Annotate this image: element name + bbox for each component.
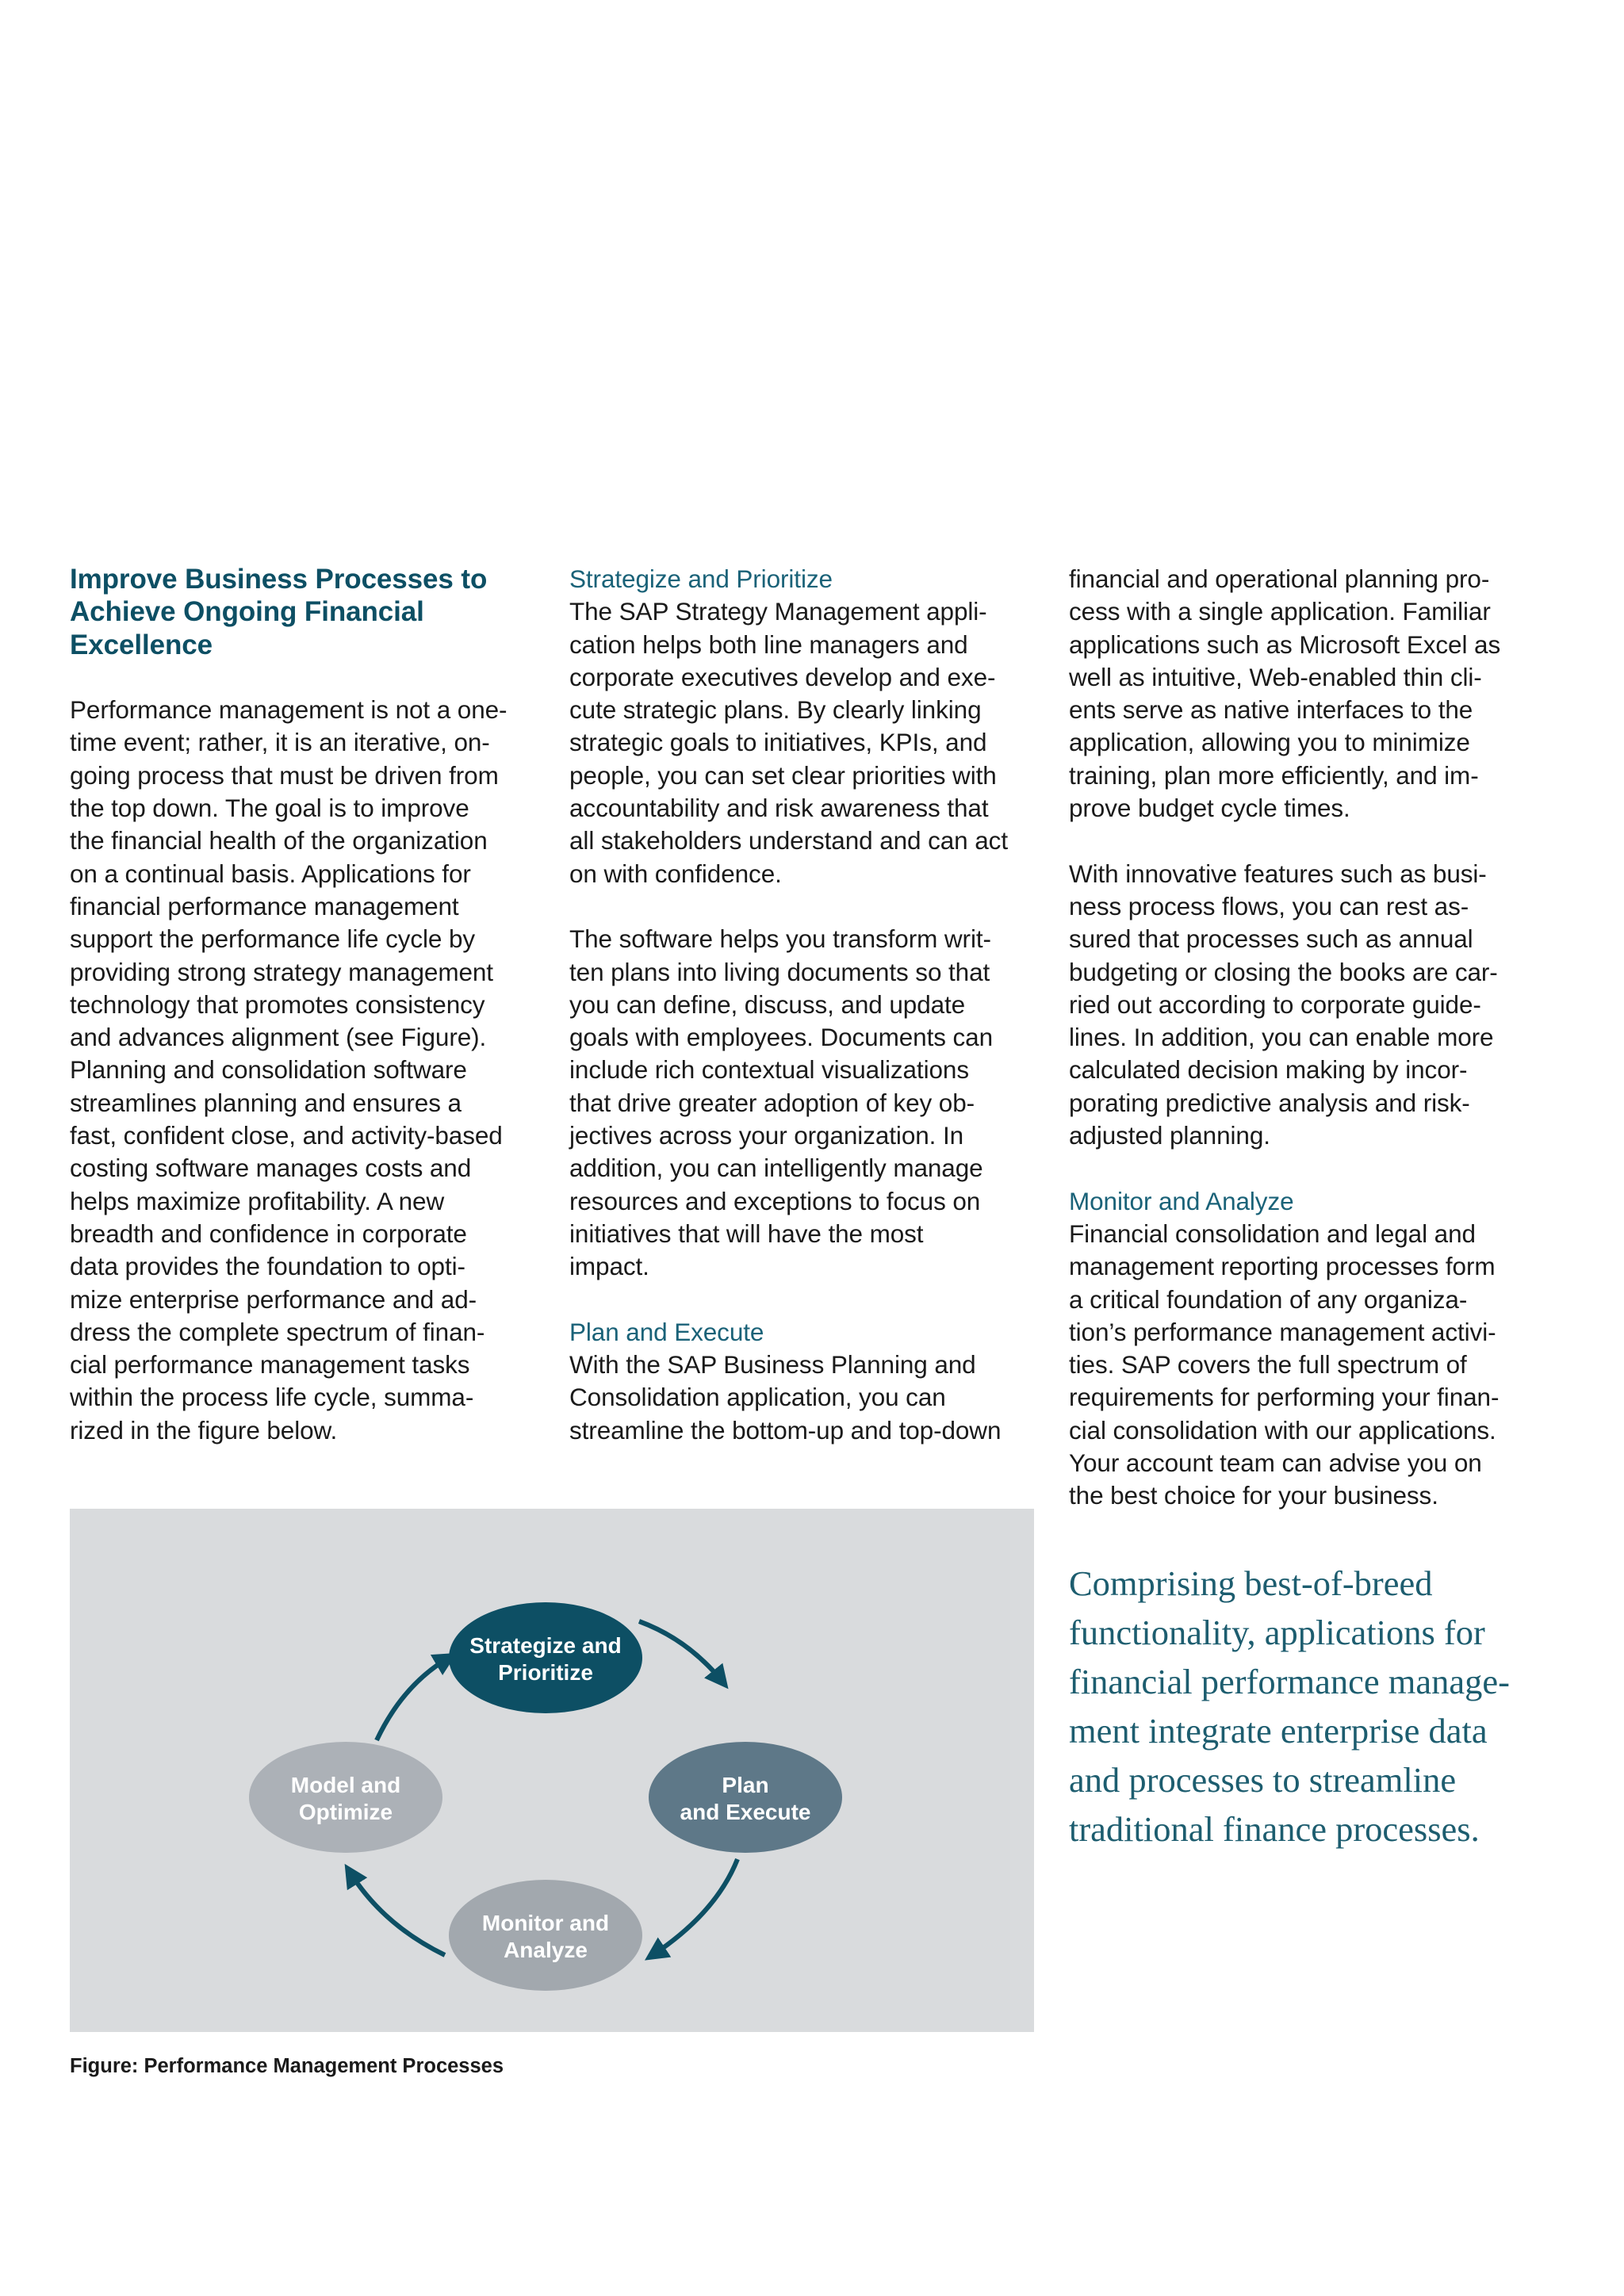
text-line: streamline the bottom-up and top-down (569, 1415, 1002, 1445)
text-line: application, allowing you to minimize (1069, 728, 1470, 757)
section-heading (70, 563, 546, 661)
cycle-node-ellipse (449, 1602, 642, 1713)
cycle-node (649, 1742, 842, 1853)
text-line: cess with a single application. Familiar (1069, 597, 1491, 626)
text-line: ties. SAP covers the full spectrum of (1069, 1350, 1467, 1380)
text-line: on a continual basis. Applications for (70, 859, 471, 888)
paragraph (1069, 563, 1545, 825)
text-line: Performance management is not a one- (70, 695, 508, 725)
text-line: and advances alignment (see Figure). (70, 1023, 487, 1052)
paragraph (1069, 1218, 1545, 1513)
heading-line: Improve Business Processes to (70, 564, 488, 595)
text-line: lines. In addition, you can enable more (1069, 1023, 1494, 1052)
text-line: cial consolidation with our applications. (1069, 1415, 1496, 1445)
text-line: training, plan more efficiently, and im- (1069, 760, 1479, 790)
text-line: on with confidence. (569, 859, 782, 888)
text-line: financial performance manage- (1069, 1662, 1510, 1701)
cycle-node-ellipse (449, 1880, 642, 1991)
text-line: traditional finance processes. (1069, 1809, 1480, 1849)
text-line: dress the complete spectrum of finan- (70, 1317, 485, 1346)
text-line: financial performance management (70, 891, 459, 920)
cycle-node-label: Optimize (298, 1800, 393, 1824)
text-line: sured that processes such as annual (1069, 924, 1473, 954)
paragraph (569, 923, 1045, 1283)
cycle-arrow (639, 1621, 722, 1682)
cycle-node-label: Plan (722, 1773, 769, 1797)
text-line: ment integrate enterprise data (1069, 1711, 1488, 1751)
text-line: people, you can set clear priorities with (569, 760, 997, 790)
text-line: the top down. The goal is to improve (70, 794, 469, 823)
text-line: Comprising best-of-breed (1069, 1563, 1433, 1603)
text-line: and processes to streamline (1069, 1760, 1457, 1800)
column-3 (1069, 563, 1545, 1513)
text-line: impact. (569, 1252, 649, 1281)
text-line: With innovative features such as busi- (1069, 859, 1487, 888)
text-line: cial performance management tasks (70, 1350, 470, 1380)
cycle-node (449, 1602, 642, 1713)
text-line: cute strategic plans. By clearly linking (569, 695, 982, 725)
subhead-plan: Plan and Execute (569, 1317, 764, 1346)
pull-quote (1069, 1559, 1576, 1854)
text-line: Financial consolidation and legal and (1069, 1219, 1476, 1248)
process-cycle-figure (70, 1509, 1034, 2032)
text-line: porating predictive analysis and risk- (1069, 1088, 1470, 1117)
text-line: goals with employees. Documents can (569, 1023, 994, 1052)
text-line: ried out according to corporate guide- (1069, 989, 1481, 1019)
cycle-node-ellipse (649, 1742, 842, 1853)
text-line: breadth and confidence in corporate (70, 1219, 467, 1248)
column-1 (70, 563, 546, 1447)
text-line: rized in the figure below. (70, 1415, 338, 1445)
text-line: calculated decision making by incor- (1069, 1055, 1468, 1085)
paragraph (569, 595, 1045, 890)
text-line: tion’s performance management activi- (1069, 1317, 1496, 1346)
cycle-node-ellipse (249, 1742, 442, 1853)
text-line: jectives across your organization. In (569, 1121, 964, 1150)
text-line: corporate executives develop and exe- (569, 662, 996, 691)
text-line: prove budget cycle times. (1069, 794, 1350, 823)
text-line: functionality, applications for (1069, 1613, 1485, 1652)
heading-line: Excellence (70, 629, 213, 660)
text-line: time event; rather, it is an iterative, on- (70, 728, 490, 757)
column-2 (569, 563, 1045, 1447)
cycle-arrow (653, 1859, 737, 1955)
text-line: With the SAP Business Planning and (569, 1350, 976, 1380)
paragraph (569, 1349, 1045, 1447)
cycle-arrow (377, 1658, 449, 1740)
text-line: data provides the foundation to opti- (70, 1252, 465, 1281)
text-line: you can define, discuss, and update (569, 989, 966, 1019)
text-line: cation helps both line managers and (569, 629, 968, 659)
text-line: Consolidation application, you can (569, 1383, 946, 1412)
text-line: ness process flows, you can rest as- (1069, 891, 1469, 920)
text-line: applications such as Microsoft Excel as (1069, 629, 1501, 659)
cycle-node-label: Analyze (504, 1938, 588, 1962)
text-line: a critical foundation of any organiza- (1069, 1284, 1468, 1314)
text-line: Your account team can advise you on (1069, 1448, 1482, 1478)
cycle-node (449, 1880, 642, 1991)
text-line: helps maximize profitability. A new (70, 1186, 445, 1215)
text-line: providing strong strategy management (70, 957, 493, 986)
text-line: ten plans into living documents so that (569, 957, 990, 986)
text-line: that drive greater adoption of key ob- (569, 1088, 975, 1117)
subhead-strategize: Strategize and Prioritize (569, 564, 833, 593)
text-line: costing software manages costs and (70, 1154, 472, 1183)
text-line: include rich contextual visualizations (569, 1055, 969, 1085)
figure-caption: Figure: Performance Management Processes (70, 2055, 504, 2077)
cycle-diagram (70, 1509, 1034, 2032)
text-line: fast, confident close, and activity-based (70, 1121, 503, 1150)
text-line: the financial health of the organization (70, 826, 488, 855)
text-line: The software helps you transform writ- (569, 924, 991, 954)
cycle-arrow (350, 1872, 445, 1955)
cycle-node-label: Prioritize (498, 1660, 593, 1685)
text-line: accountability and risk awareness that (569, 794, 989, 823)
text-line: streamlines planning and ensures a (70, 1088, 462, 1117)
text-line: within the process life cycle, summa- (70, 1383, 474, 1412)
text-line: well as intuitive, Web-enabled thin cli- (1069, 662, 1482, 691)
text-line: financial and operational planning pro- (1069, 564, 1490, 593)
text-line: The SAP Strategy Management appli- (569, 597, 987, 626)
heading-line: Achieve Ongoing Financial (70, 596, 424, 628)
cycle-node (249, 1742, 442, 1853)
text-line: requirements for performing your finan- (1069, 1383, 1500, 1412)
text-line: addition, you can intelligently manage (569, 1154, 983, 1183)
text-line: management reporting processes form (1069, 1252, 1496, 1281)
text-line: support the performance life cycle by (70, 924, 476, 954)
text-line: ents serve as native interfaces to the (1069, 695, 1473, 725)
intro-paragraph (70, 694, 546, 1447)
text-line: all stakeholders understand and can act (569, 826, 1008, 855)
text-line: adjusted planning. (1069, 1121, 1270, 1150)
text-line: the best choice for your business. (1069, 1481, 1438, 1510)
text-line: resources and exceptions to focus on (569, 1186, 981, 1215)
text-line: mize enterprise performance and ad- (70, 1284, 477, 1314)
text-line: technology that promotes consistency (70, 989, 485, 1019)
text-line: initiatives that will have the most (569, 1219, 924, 1248)
cycle-node-label: Model and (290, 1773, 401, 1797)
cycle-node-label: and Execute (680, 1800, 811, 1824)
subhead-monitor: Monitor and Analyze (1069, 1186, 1294, 1215)
text-line: Planning and consolidation software (70, 1055, 467, 1085)
paragraph (1069, 858, 1545, 1153)
cycle-node-label: Strategize and (469, 1633, 622, 1658)
cycle-node-label: Monitor and (481, 1911, 610, 1935)
text-line: budgeting or closing the books are car- (1069, 957, 1498, 986)
text-line: strategic goals to initiatives, KPIs, and (569, 728, 987, 757)
text-line: going process that must be driven from (70, 760, 499, 790)
